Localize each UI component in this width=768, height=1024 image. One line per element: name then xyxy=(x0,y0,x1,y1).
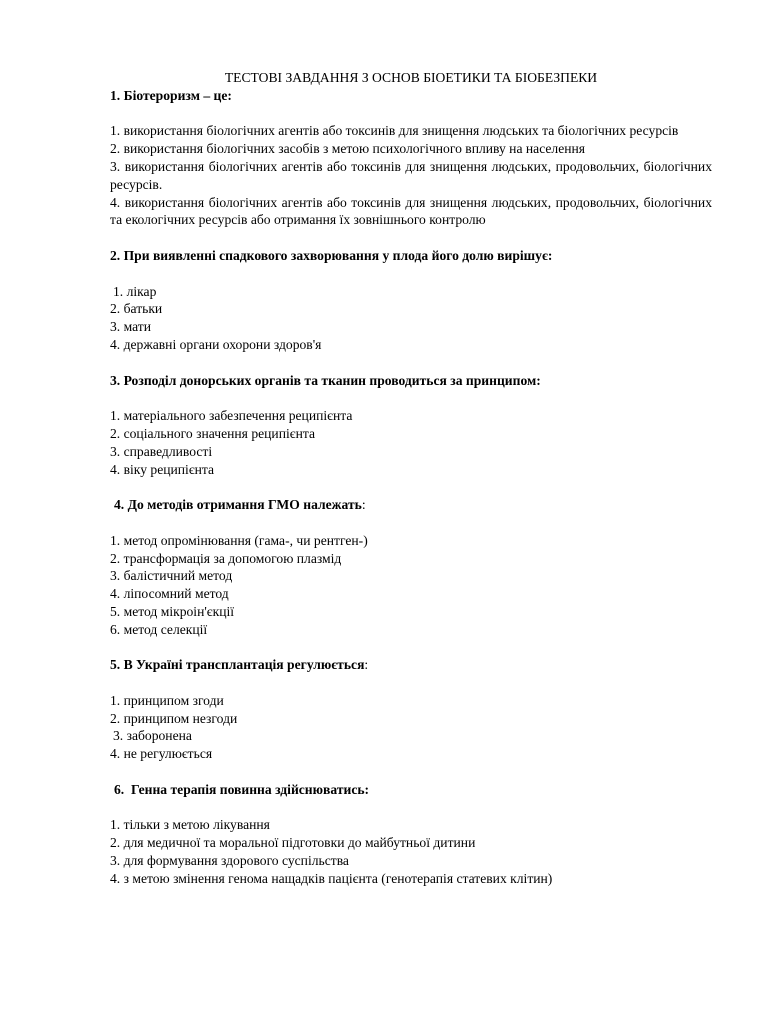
q4-option-4: 4. ліпосомний метод xyxy=(110,586,229,602)
question-block-4 xyxy=(110,496,712,638)
q2-option-2: 2. батьки xyxy=(110,301,163,317)
q4-option-5: 5. метод мікроін'єкції xyxy=(110,603,235,619)
question-4 xyxy=(110,496,712,514)
q1-option-3: 3. використання біологічних агентів або токсинів для знищення людських, продовольчих, біологічних ресурсів. xyxy=(110,158,712,192)
q5-option-3: 3. заборонена xyxy=(113,728,192,744)
q4-option-6: 6. метод селекції xyxy=(110,621,208,637)
q3-option-1: 1. матеріального забезпечення реципієнта xyxy=(110,408,353,424)
question-4-text: 4. До методів отримання ГМО належать xyxy=(114,497,362,513)
q2-option-3: 3. мати xyxy=(110,319,152,335)
question-5-suffix: : xyxy=(364,657,369,673)
q6-option-1: 1. тільки з метою лікування xyxy=(110,817,270,833)
q1-option-1: 1. використання біологічних агентів або токсинів для знищення людських та біологічних ресурсів xyxy=(110,123,679,139)
question-block-1 xyxy=(110,87,712,229)
q2-option-1: 1. лікар xyxy=(113,283,157,299)
question-2: 2. При виявленні спадкового захворювання у плода його долю вирішує: xyxy=(110,247,553,263)
question-3: 3. Розподіл донорських органів та тканин проводиться за принципом: xyxy=(110,372,541,388)
q3-option-2: 2. соціального значення реципієнта xyxy=(110,425,316,441)
q2-option-4: 4. державні органи охорони здоров'я xyxy=(110,336,322,352)
q6-option-4: 4. з метою змінення генома нащадків пацієнта (генотерапія статевих клітин) xyxy=(110,870,553,886)
question-block-3 xyxy=(110,372,712,479)
q5-option-1: 1. принципом згоди xyxy=(110,692,224,708)
q6-option-3: 3. для формування здорового суспільства xyxy=(110,853,349,869)
question-4-suffix: : xyxy=(361,497,366,513)
q3-option-3: 3. справедливості xyxy=(110,443,213,459)
question-block-5 xyxy=(110,656,712,763)
question-5 xyxy=(110,656,712,674)
q4-option-2: 2. трансформація за допомогою плазмід xyxy=(110,550,342,566)
question-6: 6. Генна терапія повинна здійснюватись: xyxy=(114,781,370,797)
q1-option-4: 4. використання біологічних агентів або токсинів для знищення людських, продовольчих, біологічних та екологічних ресурсів або отримання їх зовнішнього контролю xyxy=(110,194,712,228)
q1-option-2: 2. використання біологічних засобів з метою психологічного впливу на населення xyxy=(110,141,586,157)
question-1: 1. Біотероризм – це: xyxy=(110,87,232,103)
q5-option-4: 4. не регулюється xyxy=(110,746,213,762)
question-block-2 xyxy=(110,247,712,354)
document-title: ТЕСТОВІ ЗАВДАННЯ З ОСНОВ БІОЕТИКИ ТА БІОБЕЗПЕКИ xyxy=(224,70,598,85)
question-block-6 xyxy=(110,781,712,888)
document-page xyxy=(110,69,712,888)
q3-option-4: 4. віку реципієнта xyxy=(110,461,215,477)
question-5-text: 5. В Україні трансплантація регулюється xyxy=(110,657,365,673)
q5-option-2: 2. принципом незгоди xyxy=(110,710,238,726)
q6-option-2: 2. для медичної та моральної підготовки до майбутньої дитини xyxy=(110,835,476,851)
q4-option-3: 3. балістичний метод xyxy=(110,568,233,584)
q4-option-1: 1. метод опромінювання (гама-, чи рентген-) xyxy=(110,532,368,548)
